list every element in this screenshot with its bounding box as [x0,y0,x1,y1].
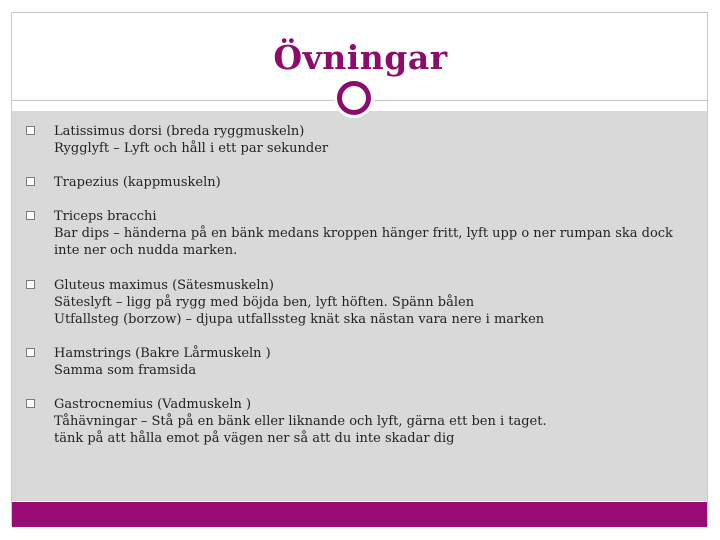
muscle-name: Latissimus dorsi (breda ryggmuskeln) [54,124,305,139]
muscle-name: Gastrocnemius (Vadmuskeln ) [54,397,252,412]
square-bullet-icon [26,126,35,135]
square-bullet-icon [26,348,35,357]
square-bullet-icon [26,280,35,289]
list-item [26,345,696,379]
list-item [26,277,696,328]
exercise-description: Utfallsteg (borzow) – djupa utfallssteg knät ska nästan vara nere i marken [54,312,545,327]
square-bullet-icon [26,399,35,408]
muscle-name: Trapezius (kappmuskeln) [54,175,221,190]
exercise-description: tänk på att hålla emot på vägen ner så att du inte skadar dig [54,431,455,446]
exercise-description: Samma som framsida [54,363,197,378]
exercise-description: Säteslyft – ligg på rygg med böjda ben, lyft höften. Spänn bålen [54,295,475,310]
square-bullet-icon [26,177,35,186]
list-item [26,123,696,157]
slide [11,12,708,526]
exercise-list [26,123,696,447]
circle-ornament-icon [337,81,371,115]
muscle-name: Gluteus maximus (Sätesmuskeln) [54,278,274,293]
slide-title: Övningar [273,38,448,77]
list-item [26,208,696,259]
exercise-description: Bar dips – händerna på en bänk medans kroppen hänger fritt, lyft upp o ner rumpan ska dock inte ner och nudda marken. [54,226,673,258]
exercise-description: Rygglyft – Lyft och håll i ett par sekunder [54,141,329,156]
exercise-description: Tåhävningar – Stå på en bänk eller liknande och lyft, gärna ett ben i taget. [54,414,547,429]
square-bullet-icon [26,211,35,220]
footer-bar [12,502,707,527]
muscle-name: Triceps bracchi [54,209,157,224]
list-item [26,396,696,447]
muscle-name: Hamstrings (Bakre Lårmuskeln ) [54,346,271,361]
list-item [26,174,696,191]
